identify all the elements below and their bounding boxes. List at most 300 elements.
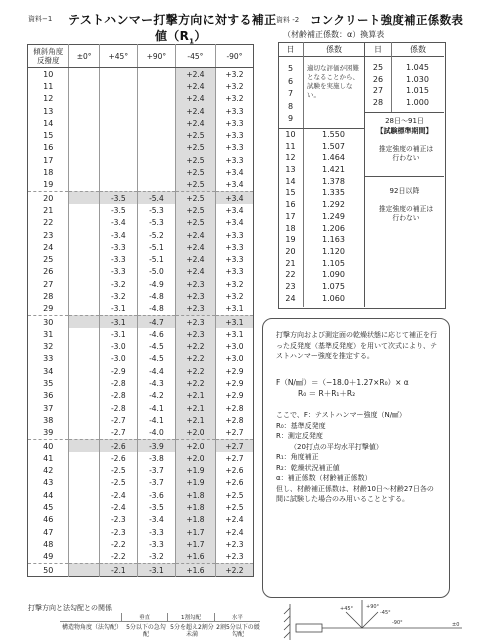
factor-rows-left [278, 129, 364, 304]
rebound-value: 41 [43, 453, 54, 463]
correction-value: +3.4 [215, 166, 253, 178]
correction-value: -3.9 [137, 439, 175, 452]
day-value: 6 [287, 76, 294, 86]
hdr-factor-1: 係数 [326, 45, 342, 54]
table-row [28, 390, 254, 402]
correction-value: -3.6 [137, 489, 175, 501]
col-header-p45: +45° [99, 45, 137, 68]
rebound-value: 25 [43, 255, 54, 265]
correction-value [137, 105, 175, 117]
correction-value [137, 129, 175, 141]
table-row [28, 80, 254, 92]
correction-value: -4.8 [137, 290, 175, 302]
rebound-value: 13 [43, 106, 54, 116]
rebound-value: 40 [28, 439, 69, 452]
factor-value: 1.090 [322, 270, 345, 280]
day-value: 22 [285, 270, 296, 280]
rebound-value: 39 [43, 428, 54, 438]
factor-value: 1.421 [322, 165, 345, 175]
correction-value: +2.4 [175, 266, 215, 278]
factor-value: 1.550 [322, 130, 345, 139]
correction-value: -4.3 [137, 377, 175, 389]
rebound-value: 34 [43, 366, 54, 376]
correction-value: +2.5 [175, 179, 215, 192]
correction-value [69, 526, 99, 538]
correction-value: +2.5 [175, 166, 215, 178]
factor-row [278, 211, 364, 223]
correction-value: +2.4 [175, 93, 215, 105]
correction-value: +2.3 [175, 278, 215, 290]
day-value: 15 [285, 188, 296, 198]
factor-row [278, 293, 364, 305]
factor-row [278, 141, 364, 153]
definition-line: ここで、F：テストハンマー強度（N/㎟） [276, 411, 407, 419]
correction-value: -3.1 [137, 563, 175, 576]
bottom-title: 打撃方向と法勾配との関係 [28, 604, 112, 612]
period2-note: 推定強度の補正は行わない [378, 205, 434, 222]
factor-row [278, 258, 364, 270]
correction-value [137, 154, 175, 166]
correction-value [69, 229, 99, 241]
correction-value: +2.0 [175, 427, 215, 440]
correction-value [137, 68, 175, 81]
correction-value: -3.2 [99, 290, 137, 302]
correction-value: -3.0 [99, 353, 137, 365]
correction-value [69, 154, 99, 166]
correction-value [69, 551, 99, 564]
table-row [28, 142, 254, 154]
correction-value: -4.7 [137, 315, 175, 328]
factor-value: 1.120 [322, 246, 345, 256]
correction-value: +2.4 [175, 253, 215, 265]
correction-value: -3.3 [137, 538, 175, 550]
day-value: 26 [372, 74, 384, 84]
day-value: 20 [285, 246, 296, 256]
correction-value: -2.6 [99, 439, 137, 452]
rebound-value: 32 [43, 342, 54, 352]
correction-value: +2.2 [175, 341, 215, 353]
factor-rows-right [365, 62, 444, 109]
factor-value: 1.105 [322, 258, 345, 268]
definitions [276, 410, 438, 505]
correction-value [69, 365, 99, 377]
diagram-label-p45: +45° [340, 606, 354, 612]
table-row [28, 93, 254, 105]
rebound-value: 20 [28, 191, 69, 204]
correction-value: -5.1 [137, 241, 175, 253]
correction-value: -2.7 [99, 427, 137, 440]
factor-row [278, 234, 364, 246]
col-header-angle: 傾斜角度 反撥度 [28, 45, 69, 68]
correction-value [69, 341, 99, 353]
correction-value [69, 315, 99, 328]
day-value: 10 [285, 130, 296, 139]
correction-value: -3.7 [137, 477, 175, 489]
correction-value: -3.1 [99, 303, 137, 316]
correction-value: -2.2 [99, 538, 137, 550]
correction-value: -4.8 [137, 303, 175, 316]
factor-value: 1.030 [406, 74, 429, 84]
correction-value: -3.5 [99, 204, 137, 216]
correction-value: +2.7 [215, 452, 253, 464]
correction-value: +1.8 [175, 501, 215, 513]
correction-value: -5.2 [137, 229, 175, 241]
table-row [28, 427, 254, 440]
correction-value: +2.8 [215, 414, 253, 426]
correction-value: +2.4 [175, 229, 215, 241]
correction-value [69, 166, 99, 178]
factor-row [365, 85, 444, 97]
correction-value: -2.9 [99, 365, 137, 377]
correction-value: -2.6 [99, 452, 137, 464]
table-row [28, 303, 254, 316]
rebound-value: 38 [43, 415, 54, 425]
correction-value [69, 489, 99, 501]
factor-value: 1.163 [322, 235, 345, 245]
factor-row [278, 152, 364, 164]
correction-value [69, 117, 99, 129]
table-row [28, 229, 254, 241]
correction-value: +3.2 [215, 68, 253, 81]
table-row [28, 166, 254, 178]
definition-line: （20打点の平均水平打撃値） [290, 442, 383, 451]
correction-value [69, 514, 99, 526]
correction-value: +1.6 [175, 551, 215, 564]
factor-value: 1.045 [406, 63, 429, 72]
table-row [28, 154, 254, 166]
definition-line: α：補正係数（材齢補正係数） [276, 474, 372, 482]
correction-value: -3.3 [99, 241, 137, 253]
period1-note: 推定強度の補正は行わない [378, 145, 434, 162]
bt-row1-c2: 5分を超え2割分未満 [170, 624, 214, 638]
correction-value [99, 93, 137, 105]
correction-value: -3.8 [137, 452, 175, 464]
day-value: 24 [285, 293, 296, 303]
rebound-value: 11 [43, 81, 54, 91]
correction-value: -5.1 [137, 253, 175, 265]
factor-value: 1.464 [322, 153, 345, 163]
correction-value [69, 563, 99, 576]
correction-value: +3.1 [215, 315, 253, 328]
correction-value [69, 538, 99, 550]
factor-row [365, 97, 444, 109]
hdr-day-2: 日 [374, 45, 382, 54]
days-5-9 [278, 63, 303, 126]
day-value: 13 [285, 165, 296, 175]
factor-value: 1.000 [406, 98, 429, 108]
correction-value: +2.6 [215, 477, 253, 489]
day-value: 8 [287, 101, 294, 111]
correction-value [69, 217, 99, 229]
correction-value: +2.7 [215, 439, 253, 452]
rebound-value: 14 [43, 118, 54, 128]
rebound-value: 30 [28, 315, 69, 328]
factor-row [278, 176, 364, 188]
correction-value: -3.1 [99, 315, 137, 328]
factor-value: 1.206 [322, 223, 345, 233]
correction-value [137, 93, 175, 105]
table-row [28, 465, 254, 477]
correction-value: +3.2 [215, 290, 253, 302]
correction-value: +3.3 [215, 117, 253, 129]
correction-value: -3.7 [137, 465, 175, 477]
explanation-paragraph: 打撃方向および測定面の乾燥状態に応じて補正を行った反発度（基準反発度）を用いて次式により、テストハンマー強度を推定する。 [276, 331, 437, 360]
rebound-value: 49 [43, 552, 54, 562]
factor-value: 1.292 [322, 200, 345, 210]
day-value: 27 [372, 86, 384, 96]
correction-value [69, 105, 99, 117]
factor-row [278, 129, 364, 141]
factor-row [365, 62, 444, 74]
diagram-label-0: ±0 [452, 622, 460, 628]
rebound-value: 18 [43, 168, 54, 178]
correction-value [137, 179, 175, 192]
rebound-value: 31 [43, 329, 54, 339]
correction-value: -4.4 [137, 365, 175, 377]
table-row [28, 266, 254, 278]
correction-value: -4.5 [137, 341, 175, 353]
right-subtitle: （材齢補正係数：α）換算表 [283, 30, 385, 39]
correction-value: -3.1 [99, 328, 137, 340]
correction-value [69, 427, 99, 440]
correction-value: +2.2 [175, 377, 215, 389]
day-value: 11 [285, 141, 296, 151]
correction-value [69, 266, 99, 278]
definition-line: R₁：角度補正 [276, 453, 319, 461]
correction-value: +2.5 [175, 191, 215, 204]
correction-value: +1.6 [175, 563, 215, 576]
correction-value: +3.4 [215, 204, 253, 216]
correction-value: +2.7 [215, 427, 253, 440]
rebound-value: 24 [43, 242, 54, 252]
correction-value: +2.5 [175, 129, 215, 141]
correction-value: +2.1 [175, 390, 215, 402]
correction-value: +2.1 [175, 414, 215, 426]
correction-value: +2.2 [175, 353, 215, 365]
correction-value: +3.2 [215, 93, 253, 105]
correction-value: +3.4 [215, 179, 253, 192]
table-row [28, 217, 254, 229]
correction-value: +1.7 [175, 538, 215, 550]
correction-value [137, 117, 175, 129]
correction-value [99, 105, 137, 117]
correction-value [137, 142, 175, 154]
factor-row [278, 281, 364, 293]
period2-label: 92日以降 [389, 187, 420, 195]
col-header-m90: -90° [215, 45, 253, 68]
correction-value: +2.4 [175, 117, 215, 129]
correction-value: +2.4 [175, 68, 215, 81]
correction-value: +2.3 [175, 290, 215, 302]
correction-value: +2.9 [215, 390, 253, 402]
left-section-label: 資料−1 [28, 15, 53, 23]
day-value: 14 [285, 176, 296, 186]
diagram-label-m45: -45° [380, 610, 391, 616]
correction-value: +1.8 [175, 514, 215, 526]
correction-value [99, 142, 137, 154]
day-value: 17 [285, 211, 296, 221]
correction-value: +3.2 [215, 80, 253, 92]
table-row [28, 191, 254, 204]
correction-value: +3.1 [215, 328, 253, 340]
no-test-note: 適切な評価が困難となることから、試験を実施しない。 [307, 64, 359, 99]
correction-value: -5.0 [137, 266, 175, 278]
correction-value: -3.0 [99, 341, 137, 353]
day-value: 19 [285, 235, 296, 245]
rebound-value: 33 [43, 354, 54, 364]
col-header-0: ±0° [69, 45, 99, 68]
day-value: 21 [285, 258, 296, 268]
correction-value: -2.8 [99, 390, 137, 402]
rebound-value: 15 [43, 131, 54, 141]
rebound-value: 17 [43, 155, 54, 165]
correction-value: -3.5 [137, 501, 175, 513]
correction-value: +3.4 [215, 217, 253, 229]
correction-value [99, 129, 137, 141]
correction-value: +3.2 [215, 278, 253, 290]
correction-value: -5.4 [137, 191, 175, 204]
correction-value [99, 154, 137, 166]
table-row [28, 489, 254, 501]
day-value: 7 [287, 89, 294, 98]
correction-value: +3.3 [215, 129, 253, 141]
correction-value: +2.4 [175, 80, 215, 92]
factor-value: 1.249 [322, 211, 345, 221]
table-row [28, 315, 254, 328]
bt-row1-c1: 5分以下の急勾配 [126, 624, 166, 638]
correction-value [137, 166, 175, 178]
correction-value [69, 179, 99, 192]
correction-value: +2.3 [215, 551, 253, 564]
period1-label: 28日〜91日 [385, 117, 424, 125]
correction-value: -2.7 [99, 414, 137, 426]
table-row [28, 514, 254, 526]
correction-value: -3.4 [137, 514, 175, 526]
correction-value [99, 117, 137, 129]
table-row [28, 538, 254, 550]
correction-value: +1.7 [175, 526, 215, 538]
correction-value [69, 414, 99, 426]
factor-row [278, 187, 364, 199]
correction-value [69, 439, 99, 452]
table-row [28, 241, 254, 253]
rebound-value: 36 [43, 391, 54, 401]
rebound-value: 50 [28, 563, 69, 576]
left-title-line1: テストハンマー打撃方向に対する補正 [68, 13, 277, 27]
factor-row [278, 269, 364, 281]
correction-value: +2.3 [175, 315, 215, 328]
correction-value: -2.1 [99, 563, 137, 576]
factor-value: 1.335 [322, 188, 345, 198]
table-row [28, 278, 254, 290]
factor-value: 1.378 [322, 176, 345, 186]
rebound-value: 47 [43, 527, 54, 537]
correction-value: -3.4 [99, 217, 137, 229]
table-row [28, 204, 254, 216]
correction-value: -2.5 [99, 465, 137, 477]
factor-row [278, 164, 364, 176]
table-row [28, 414, 254, 426]
correction-value [99, 68, 137, 81]
correction-value [69, 204, 99, 216]
correction-value: +3.3 [215, 154, 253, 166]
correction-value [69, 68, 99, 81]
factor-value: 1.060 [322, 293, 345, 303]
period1-standard: 【試験標準期間】 [376, 127, 433, 135]
correction-value [69, 477, 99, 489]
rebound-value: 21 [43, 205, 54, 215]
rebound-value: 22 [43, 218, 54, 228]
correction-value [69, 501, 99, 513]
correction-value: -2.4 [99, 489, 137, 501]
correction-value: -3.2 [137, 551, 175, 564]
correction-value: -4.9 [137, 278, 175, 290]
bt-h-slope: 1割勾配 [168, 613, 214, 622]
formula-r0: R₀ ＝ R＋R₁＋R₂ [298, 389, 356, 398]
definition-line: R₂：乾燥状況補正値 [276, 463, 340, 472]
correction-value: -2.8 [99, 402, 137, 414]
correction-value [99, 80, 137, 92]
rebound-value: 29 [43, 304, 54, 314]
correction-value: +3.1 [215, 303, 253, 316]
correction-value: -2.8 [99, 377, 137, 389]
day-value: 23 [285, 281, 296, 291]
correction-value: +2.2 [215, 563, 253, 576]
factor-row [365, 74, 444, 86]
correction-value: +3.0 [215, 353, 253, 365]
correction-value: -2.3 [99, 514, 137, 526]
table-row [28, 377, 254, 389]
table-row [28, 402, 254, 414]
correction-value: +3.3 [215, 142, 253, 154]
col-header-p90: +90° [137, 45, 175, 68]
correction-value: -2.2 [99, 551, 137, 564]
rebound-value: 44 [43, 490, 54, 500]
left-title-line2: 値$(R_1)$ [155, 29, 207, 46]
correction-value: -4.0 [137, 427, 175, 440]
table-row [28, 551, 254, 564]
diagram-label-p90: +90° [366, 604, 380, 610]
correction-value: +2.3 [175, 328, 215, 340]
hdr-day-1: 日 [286, 45, 295, 54]
rebound-value: 42 [43, 466, 54, 476]
day-value: 28 [372, 98, 384, 108]
day-value: 9 [287, 114, 294, 123]
correction-value [69, 80, 99, 92]
correction-value: -5.3 [137, 217, 175, 229]
correction-value: +2.4 [175, 105, 215, 117]
rebound-value: 23 [43, 230, 54, 240]
correction-value [69, 253, 99, 265]
correction-value: +3.3 [215, 253, 253, 265]
table-row [28, 253, 254, 265]
correction-value: +2.9 [215, 377, 253, 389]
rebound-value: 27 [43, 279, 54, 289]
definition-line: R₀：基準反発度 [276, 421, 326, 430]
col-header-m45: -45° [175, 45, 215, 68]
correction-value: -2.5 [99, 477, 137, 489]
correction-value [69, 142, 99, 154]
correction-value: +2.4 [175, 241, 215, 253]
factor-value: 1.015 [406, 86, 429, 96]
correction-value: -3.3 [137, 526, 175, 538]
right-section-label: 資料 -2 [276, 16, 300, 24]
correction-value: +2.1 [175, 402, 215, 414]
correction-value: +2.6 [215, 465, 253, 477]
table-row [28, 526, 254, 538]
right-title: コンクリート強度補正係数表 [310, 13, 464, 27]
correction-value: +2.2 [175, 365, 215, 377]
